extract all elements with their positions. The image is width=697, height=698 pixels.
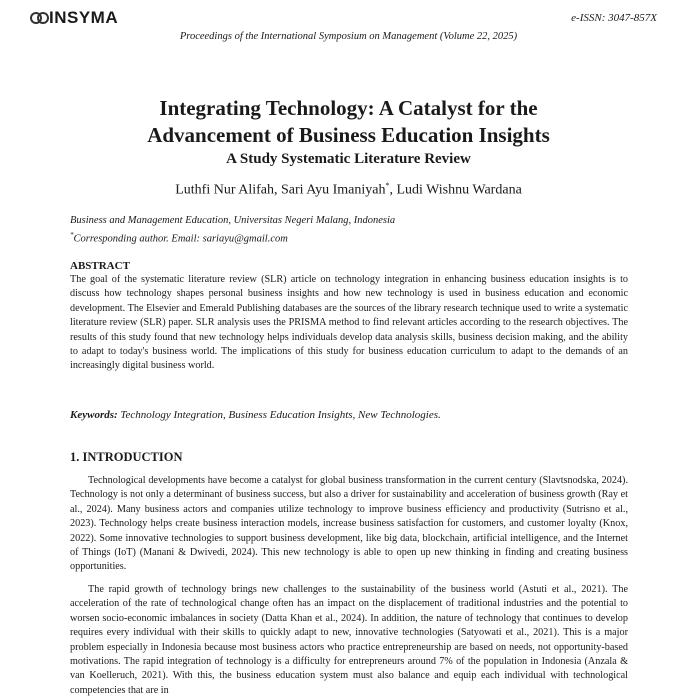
paper-title-line-2: Advancement of Business Education Insights: [147, 123, 550, 147]
keywords-text: Technology Integration, Business Education Insights, New Technologies.: [117, 409, 441, 421]
introduction-paragraph-1: Technological developments have become a catalyst for global business transformation in the current century (Slavtsnodska, 2024). Technology is not only a determinant of business success, but also a driver for sustainability and acceleration of business growth (Ray et al., 2024). Many business actors and companies utilize technology to improve business efficiency and productivity (Sutrisno et al., 2023). Technology helps create business interaction models, increase business satisfaction for customers, and customer loyalty (Knox, 2022). Some innovative technologies to support business development, like big data, blockchain, artificial intelligence, and the Internet of Things (IoT) (Manani & Dwivedi, 2024). This new technology is able to open up new thinking in finding and creating business opportunities.: [70, 475, 628, 573]
corresponding-text: Corresponding author. Email: sariayu@gmail.com: [73, 233, 288, 245]
logo-text: INSYMA: [49, 8, 119, 27]
authors-part-2: , Ludi Wishnu Wardana: [389, 182, 522, 198]
paper-subtitle: A Study Systematic Literature Review: [226, 151, 471, 167]
authors: [0, 181, 697, 199]
corresponding-author: [70, 228, 395, 247]
logo-rings-icon: [30, 11, 48, 25]
corresponding-sup: *: [70, 231, 74, 239]
authors-part-1: Luthfi Nur Alifah, Sari Ayu Imaniyah: [175, 182, 386, 198]
insyma-logo: [30, 8, 118, 28]
paper-title-line-1: Integrating Technology: A Catalyst for the: [159, 96, 538, 120]
proceedings-header: Proceedings of the International Symposium on Management (Volume 22, 2025): [179, 31, 518, 42]
affiliation: Business and Management Education, Universitas Negeri Malang, Indonesia: [70, 215, 396, 226]
corresponding-mark: *: [385, 181, 390, 190]
issn: e-ISSN: 3047-857X: [571, 12, 657, 24]
abstract-text: The goal of the systematic literature review (SLR) article on technology integration in enhancing business education insights is to discuss how technology shapes personal business insights and how new technology is used in business education and economic development. The Elsevier and Emerald Publishing databases are the sources of the library research technique used to write a systematic literature review (SLR) paper. SLR analysis uses the PRISMA method to find relevant articles according to the research objectives. The results of this study found that new technology helps individuals develop data analysis skills, business decision making, and the ability to adapt to today's business world. The implications of this study for business education curriculum to adapt to the demands of an increasingly digital business world.: [70, 274, 628, 372]
keywords: [70, 409, 628, 421]
introduction-paragraph-2: The rapid growth of technology brings new challenges to the sustainability of the business world (Astuti et al., 2021). The acceleration of the rate of technological change often has an impact on the displacement of traditional industries and the potential to worsen socio-economic imbalances in society (Datta Khan et al., 2024). In addition, the nature of technology that continues to develop requires every individual with their skills to quickly adapt to new, innovative technologies (Satyowati et al., 2021). This is a major problem especially in Indonesia because most business actors who practice entrepreneurship are based on needs, not opportunity-based motivations. The rapid integration of technology is a difficulty for entrepreneurs around 7% of the population in Indonesia (Anzala & van Koelleruch, 2021). With this, the business education system must also balance and equip each individual with technological competencies that are in: [70, 584, 628, 696]
affiliation-block: [70, 214, 395, 247]
abstract-heading: ABSTRACT: [70, 260, 130, 272]
keywords-label: Keywords:: [70, 409, 118, 421]
introduction-heading: 1. INTRODUCTION: [70, 450, 183, 464]
